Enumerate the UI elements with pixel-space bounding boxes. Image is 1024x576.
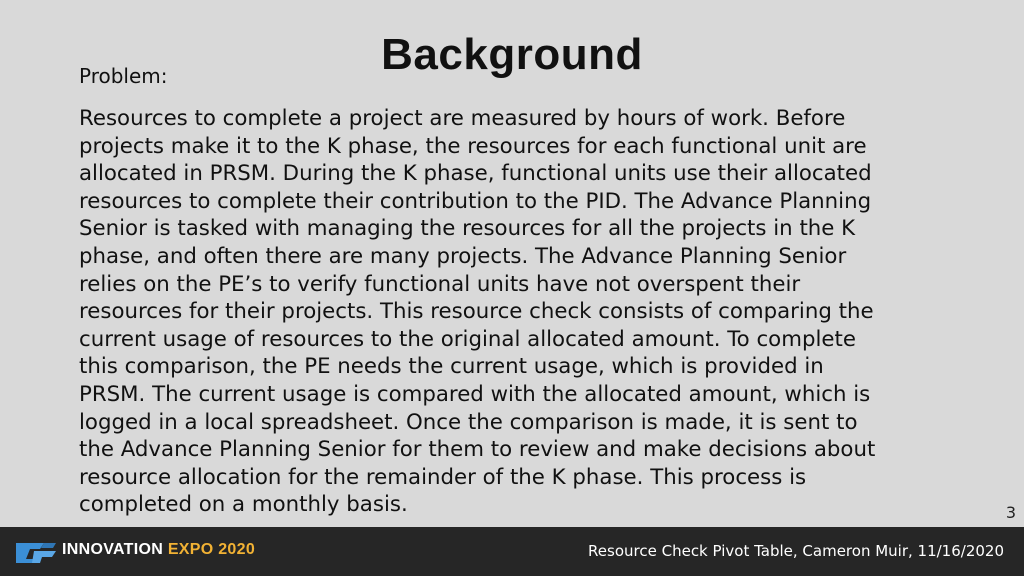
problem-label: Problem:	[79, 64, 168, 88]
footer-caption: Resource Check Pivot Table, Cameron Muir, 11/16/2020	[588, 542, 1004, 560]
caltrans-logo-icon	[14, 539, 58, 565]
footer-bar	[0, 527, 1024, 576]
innovation-expo-brand	[62, 541, 255, 559]
page-number: 3	[1005, 503, 1016, 522]
slide-title: Background	[381, 30, 643, 79]
brand-primary: INNOVATION	[62, 541, 164, 558]
body-text: Resources to complete a project are measured by hours of work. Before projects make it to the K phase, the resources for each functional unit are allocated in PRSM. During the K phase, functional units use their allocated resources to complete their contribution to the PID. The Advance Planning Senior is tasked with managing the resources for all the projects in the K phase, and often there are many projects. The Advance Planning Senior relies on the PE’s to verify functional units have not overspent their resources for their projects. This resource check consists of comparing the current usage of resources to the original allocated amount. To complete this comparison, the PE needs the current usage, which is provided in PRSM. The current usage is compared with the allocated amount, which is logged in a local spreadsheet. Once the comparison is made, it is sent to the Advance Planning Senior for them to review and make decisions about resource allocation for the remainder of the K phase. This process is completed on a monthly basis.	[79, 106, 876, 518]
brand-secondary: EXPO 2020	[167, 541, 256, 558]
